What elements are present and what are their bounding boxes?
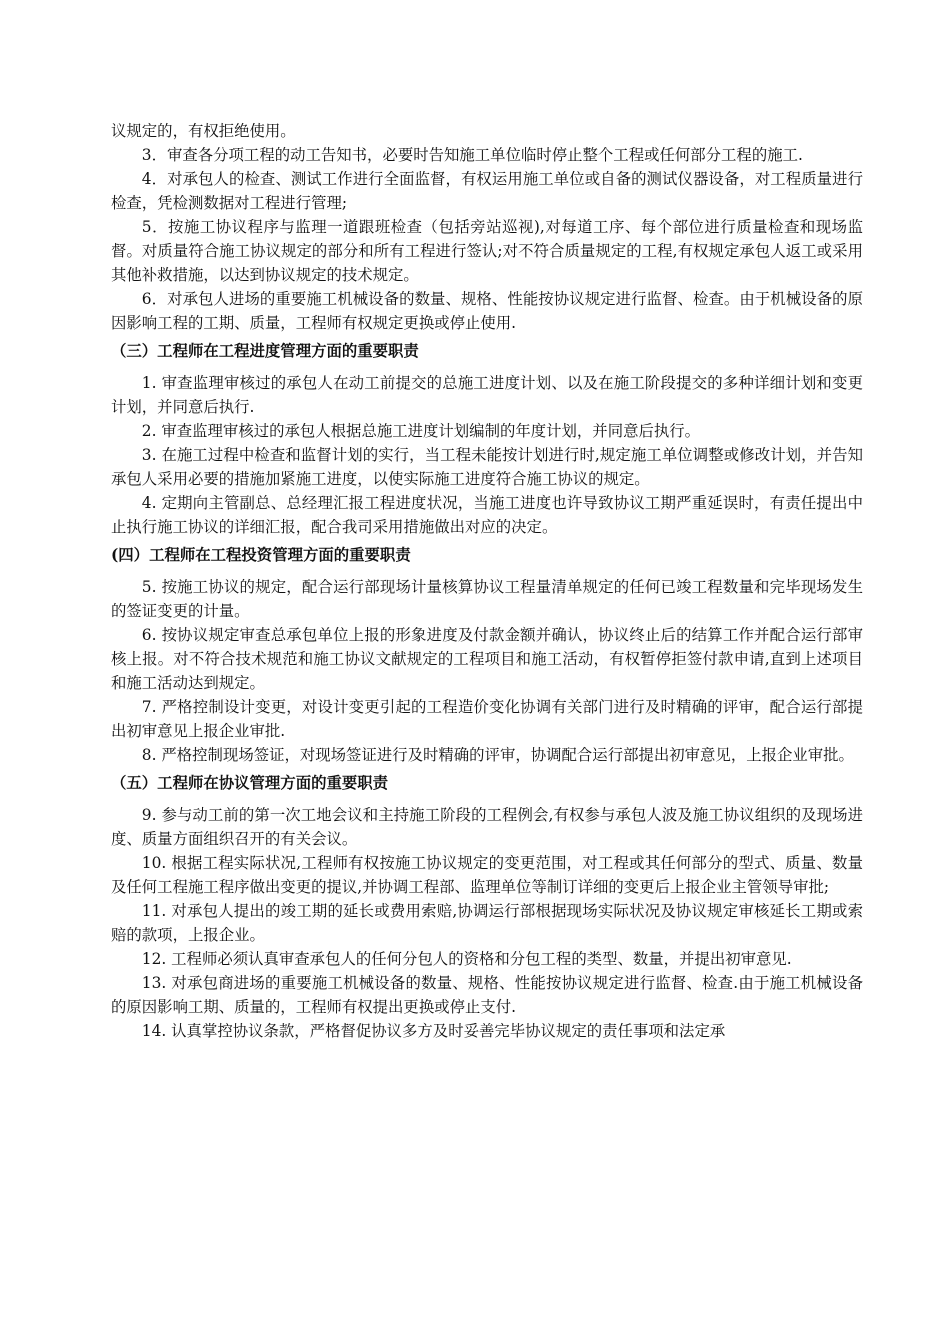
paragraph: 6. 按协议规定审查总承包单位上报的形象进度及付款金额并确认，协议终止后的结算工作并配合运行部审核上报。对不符合技术规范和施工协议文献规定的工程项目和施工活动，有权暂停拒签付款申请,直到上述项目和施工活动达到规定。 <box>111 626 863 692</box>
paragraph: 13. 对承包商进场的重要施工机械设备的数量、规格、性能按协议规定进行监督、检查.由于施工机械设备的原因影响工期、质量的，工程师有权提出更换或停止支付. <box>111 974 863 1016</box>
paragraph: 2. 审查监理审核过的承包人根据总施工进度计划编制的年度计划，并同意后执行。 <box>141 422 701 440</box>
section-heading: （五）工程师在协议管理方面的重要职责 <box>111 774 389 792</box>
paragraph: 6．对承包人进场的重要施工机械设备的数量、规格、性能按协议规定进行监督、检查。由于机械设备的原因影响工程的工期、质量，工程师有权规定更换或停止使用. <box>111 290 863 332</box>
paragraph: 5. 按施工协议的规定，配合运行部现场计量核算协议工程量清单规定的任何已竣工程数量和完毕现场发生的签证变更的计量。 <box>111 578 863 620</box>
paragraph: 5．按施工协议程序与监理一道跟班检查（包括旁站巡视),对每道工序、每个部位进行质量检查和现场监督。对质量符合施工协议规定的部分和所有工程进行签认;对不符合质量规定的工程,有权规定承包人返工或采用其他补救措施，以达到协议规定的技术规定。 <box>111 218 863 284</box>
paragraph: 11. 对承包人提出的竣工期的延长或费用索赔,协调运行部根据现场实际状况及协议规定审核延长工期或索赔的款项，上报企业。 <box>111 902 863 944</box>
section-heading: (四）工程师在工程投资管理方面的重要职责 <box>111 546 411 564</box>
paragraph: 14. 认真掌控协议条款，严格督促协议多方及时妥善完毕协议规定的责任事项和法定承 <box>141 1022 726 1040</box>
document-page <box>111 119 863 1043</box>
paragraph: 10. 根据工程实际状况,工程师有权按施工协议规定的变更范围，对工程或其任何部分的型式、质量、数量及任何工程施工程序做出变更的提议,并协调工程部、监理单位等制订详细的变更后上报企业主管领导审批; <box>111 854 863 896</box>
paragraph: 4．对承包人的检查、测试工作进行全面监督，有权运用施工单位或自备的测试仪器设备，对工程质量进行检查，凭检测数据对工程进行管理; <box>111 170 863 212</box>
paragraph: 9. 参与动工前的第一次工地会议和主持施工阶段的工程例会,有权参与承包人波及施工协议组织的及现场进度、质量方面组织召开的有关会议。 <box>111 806 863 848</box>
paragraph: 7. 严格控制设计变更，对设计变更引起的工程造价变化协调有关部门进行及时精确的评审，配合运行部提出初审意见上报企业审批. <box>111 698 863 740</box>
paragraph: 3．审查各分项工程的动工告知书，必要时告知施工单位临时停止整个工程或任何部分工程的施工. <box>141 146 803 164</box>
paragraph: 3. 在施工过程中检查和监督计划的实行，当工程未能按计划进行时,规定施工单位调整或修改计划，并告知承包人采用必要的措施加紧施工进度，以使实际施工进度符合施工协议的规定。 <box>111 446 863 488</box>
section-heading: （三）工程师在工程进度管理方面的重要职责 <box>111 342 419 360</box>
paragraph: 12. 工程师必须认真审查承包人的任何分包人的资格和分包工程的类型、数量，并提出初审意见. <box>141 950 792 968</box>
paragraph: 议规定的，有权拒绝使用。 <box>111 122 296 140</box>
paragraph: 1. 审查监理审核过的承包人在动工前提交的总施工进度计划、以及在施工阶段提交的多种详细计划和变更计划，并同意后执行. <box>111 374 863 416</box>
paragraph: 4. 定期向主管副总、总经理汇报工程进度状况，当施工进度也许导致协议工期严重延误时，有责任提出中止执行施工协议的详细汇报，配合我司采用措施做出对应的决定。 <box>111 494 863 536</box>
paragraph: 8. 严格控制现场签证，对现场签证进行及时精确的评审，协调配合运行部提出初审意见，上报企业审批。 <box>141 746 854 764</box>
